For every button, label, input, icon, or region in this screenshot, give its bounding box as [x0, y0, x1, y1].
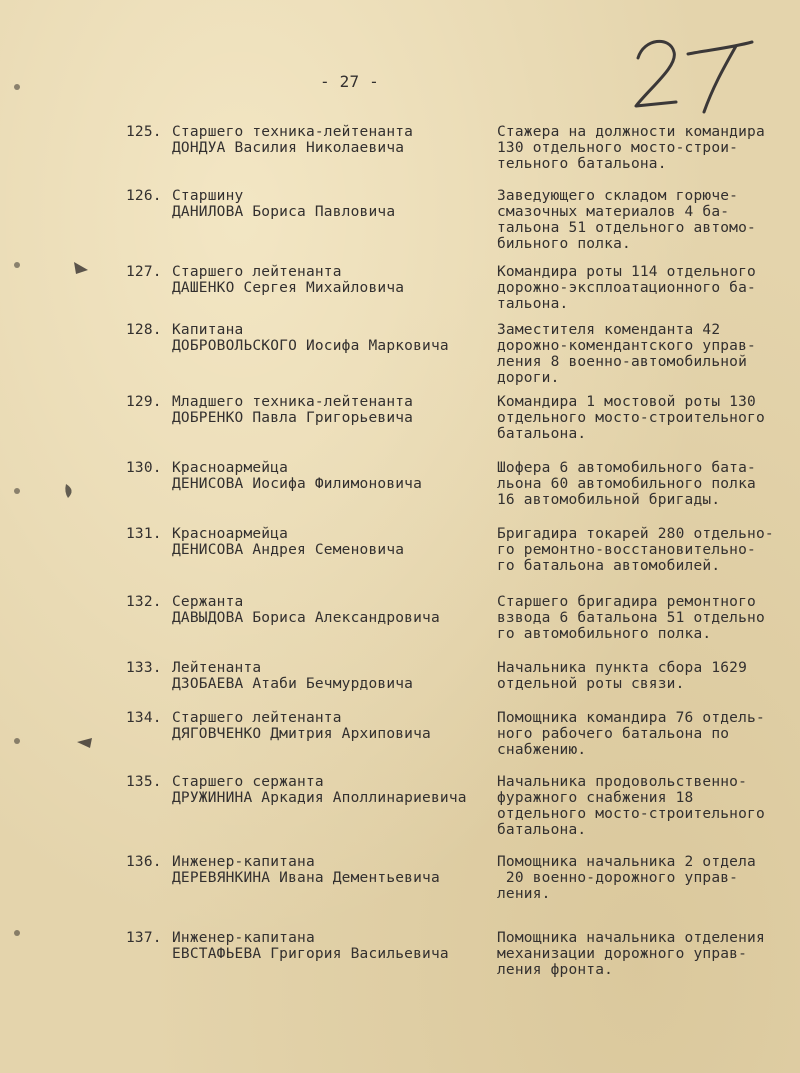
entry-number: 134. [126, 710, 162, 726]
position-line: Стажера на должности командира [497, 124, 765, 140]
position-line: 16 автомобильной бригады. [497, 492, 721, 508]
entry-number: 131. [126, 526, 162, 542]
binding-hole [14, 84, 20, 90]
rank: Красноармейца [172, 526, 289, 542]
rank: Инженер-капитана [172, 930, 315, 946]
position-description [497, 188, 756, 252]
position-line: Помощника начальника отделения [497, 930, 765, 946]
ink-mark [60, 480, 82, 502]
entry-number: 137. [126, 930, 162, 946]
rank: Старшего сержанта [172, 774, 324, 790]
person-block [172, 930, 449, 962]
position-line: Начальника продовольственно- [497, 774, 748, 790]
position-line: снабжению. [497, 742, 587, 758]
person-block [172, 710, 431, 742]
position-line: Бригадира токарей 280 отдельно- [497, 526, 774, 542]
rank: Сержанта [172, 594, 244, 610]
person-name: ДАВЫДОВА Бориса Александровича [172, 610, 440, 626]
position-line: тельного батальона. [497, 156, 667, 172]
person-block [172, 774, 467, 806]
person-name: ДАШЕНКО Сергея Михайловича [172, 280, 405, 296]
position-line: батальона. [497, 426, 587, 442]
position-line: Командира 1 мостовой роты 130 [497, 394, 756, 410]
entry-number: 130. [126, 460, 162, 476]
position-line: 130 отдельного мосто-строи- [497, 140, 739, 156]
person-name: ЕВСТАФЬЕВА Григория Васильевича [172, 946, 449, 962]
person-name: ДЕРЕВЯНКИНА Ивана Дементьевича [172, 870, 440, 886]
entry-number: 133. [126, 660, 162, 676]
rank: Старшего лейтенанта [172, 710, 342, 726]
position-line: смазочных материалов 4 ба- [497, 204, 730, 220]
position-line: батальона. [497, 822, 587, 838]
position-line: Шофера 6 автомобильного бата- [497, 460, 756, 476]
position-line: Начальника пункта сбора 1629 [497, 660, 748, 676]
position-line: го ремонтно-восстановительно- [497, 542, 756, 558]
rank: Младшего техника-лейтенанта [172, 394, 414, 410]
position-line: Заместителя коменданта 42 [497, 322, 721, 338]
position-description [497, 526, 774, 574]
person-block [172, 594, 440, 626]
entry-number: 126. [126, 188, 162, 204]
person-name: ДОБРЕНКО Павла Григорьевича [172, 410, 414, 426]
position-line: льона 60 автомобильного полка [497, 476, 756, 492]
binding-hole [14, 738, 20, 744]
position-description [497, 322, 756, 386]
entry-number: 125. [126, 124, 162, 140]
position-line: Командира роты 114 отдельного [497, 264, 756, 280]
position-line: ного рабочего батальона по [497, 726, 730, 742]
position-description [497, 854, 756, 902]
rank: Лейтенанта [172, 660, 262, 676]
position-description [497, 124, 765, 172]
ink-mark [74, 732, 96, 754]
person-name: ДЯГОВЧЕНКО Дмитрия Архиповича [172, 726, 431, 742]
handwritten-folio-number [630, 28, 760, 118]
person-block [172, 394, 413, 426]
person-block [172, 854, 440, 886]
binding-hole [14, 488, 20, 494]
position-description [497, 394, 765, 442]
position-line: Помощника начальника 2 отдела [497, 854, 756, 870]
position-line: го автомобильного полка. [497, 626, 712, 642]
rank: Старшего лейтенанта [172, 264, 342, 280]
person-block [172, 526, 404, 558]
position-line: дорожно-комендантского управ- [497, 338, 756, 354]
position-line: Старшего бригадира ремонтного [497, 594, 756, 610]
person-block [172, 124, 413, 156]
position-line: отдельной роты связи. [497, 676, 685, 692]
position-line: Заведующего складом горюче- [497, 188, 739, 204]
entry-number: 129. [126, 394, 162, 410]
person-name: ДЕНИСОВА Иосифа Филимоновича [172, 476, 423, 492]
position-description [497, 710, 765, 758]
person-name: ДЗОБАЕВА Атаби Бечмурдовича [172, 676, 414, 692]
entry-number: 132. [126, 594, 162, 610]
position-line: взвода 6 батальона 51 отдельно [497, 610, 765, 626]
position-description [497, 594, 765, 642]
rank: Капитана [172, 322, 244, 338]
position-line: дорожно-эксплоатационного ба- [497, 280, 756, 296]
binding-hole [14, 262, 20, 268]
position-line: отдельного мосто-строительного [497, 410, 765, 426]
position-line: механизации дорожного управ- [497, 946, 748, 962]
position-description [497, 264, 756, 312]
entry-number: 128. [126, 322, 162, 338]
entry-number: 136. [126, 854, 162, 870]
binding-hole [14, 930, 20, 936]
ink-mark [70, 258, 92, 280]
entry-number: 127. [126, 264, 162, 280]
rank: Красноармейца [172, 460, 289, 476]
position-description [497, 930, 765, 978]
rank: Старшину [172, 188, 244, 204]
position-line: ления 8 военно-автомобильной [497, 354, 748, 370]
person-block [172, 322, 449, 354]
position-description [497, 460, 756, 508]
person-name: ДЕНИСОВА Андрея Семеновича [172, 542, 405, 558]
position-line: ления фронта. [497, 962, 614, 978]
person-block [172, 264, 404, 296]
position-line: отдельного мосто-строительного [497, 806, 765, 822]
position-line: дороги. [497, 370, 560, 386]
position-line: тальона 51 отдельного автомо- [497, 220, 756, 236]
page-number: - 27 - [320, 72, 379, 91]
position-line: тальона. [497, 296, 569, 312]
position-description [497, 660, 747, 692]
person-name: ДРУЖИНИНА Аркадия Аполлинариевича [172, 790, 467, 806]
person-name: ДАНИЛОВА Бориса Павловича [172, 204, 396, 220]
person-block [172, 660, 413, 692]
position-line: Помощника командира 76 отдель- [497, 710, 765, 726]
rank: Старшего техника-лейтенанта [172, 124, 414, 140]
person-name: ДОНДУА Василия Николаевича [172, 140, 405, 156]
position-description [497, 774, 765, 838]
entry-number: 135. [126, 774, 162, 790]
person-block [172, 188, 395, 220]
position-line: бильного полка. [497, 236, 631, 252]
position-line: го батальона автомобилей. [497, 558, 721, 574]
position-line: фуражного снабжения 18 [497, 790, 694, 806]
person-block [172, 460, 422, 492]
position-line: ления. [497, 886, 551, 902]
person-name: ДОБРОВОЛЬСКОГО Иосифа Марковича [172, 338, 449, 354]
rank: Инженер-капитана [172, 854, 315, 870]
position-line: 20 военно-дорожного управ- [497, 870, 739, 886]
